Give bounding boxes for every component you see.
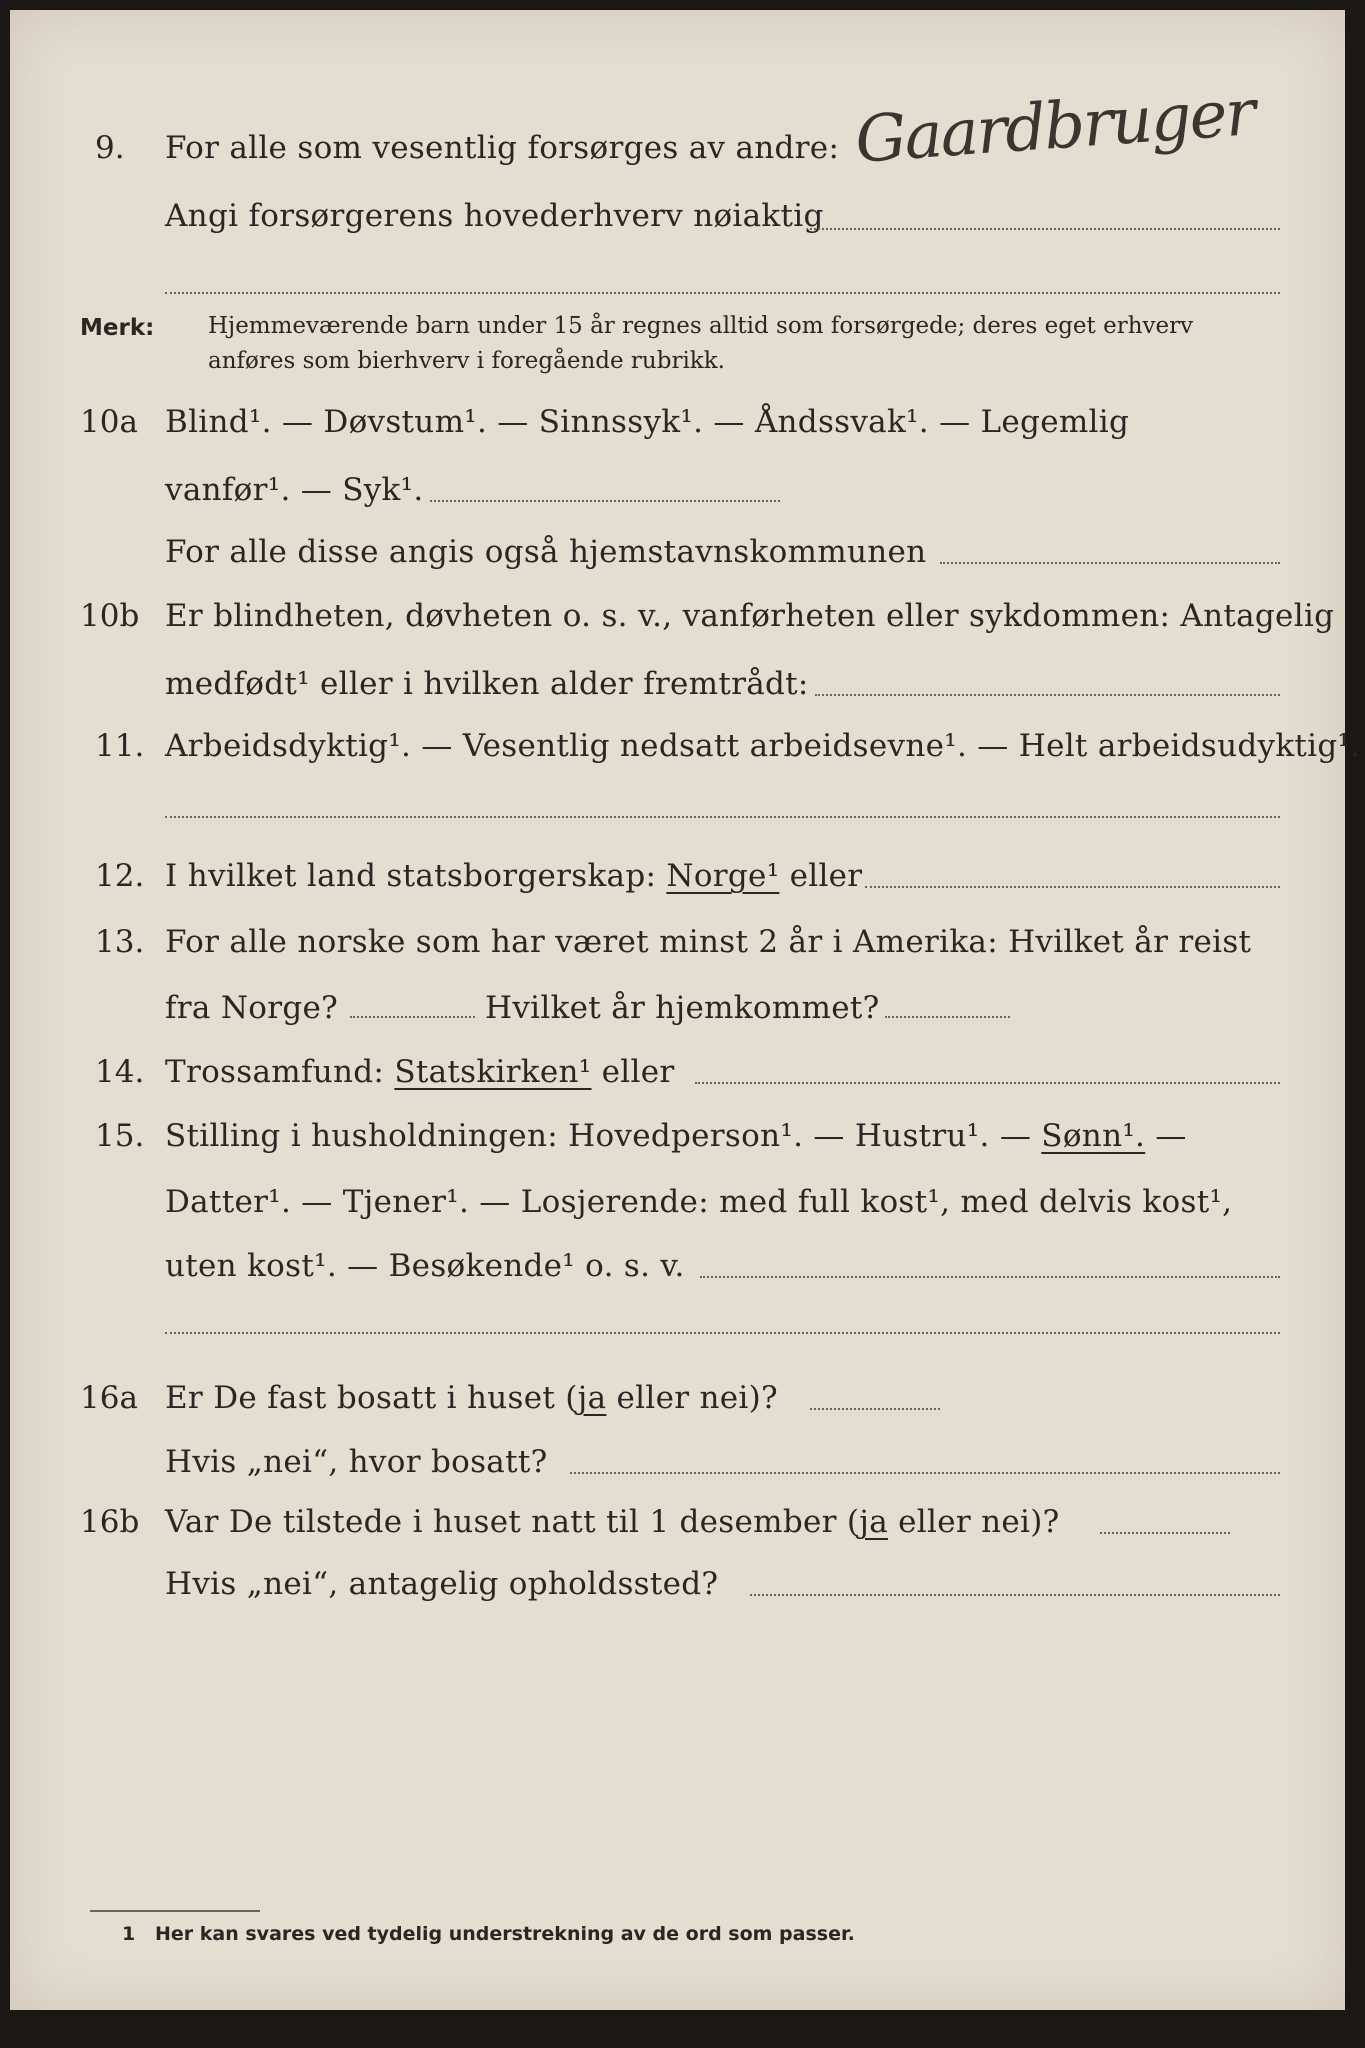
q16b-underlined-answer: ja	[859, 1504, 888, 1540]
q10a-line3-answer	[940, 562, 1280, 564]
q16b-line2: Hvis „nei“, antagelig opholdssted?	[165, 1566, 719, 1602]
q13-line2b: Hvilket år hjemkommet?	[485, 990, 880, 1026]
merk-line1: Hjemmeværende barn under 15 år regnes alltid som forsørgede; deres eget erhverv	[208, 313, 1194, 339]
q15-line2: Datter¹. — Tjener¹. — Losjerende: med full kost¹, med delvis kost¹,	[165, 1184, 1233, 1220]
q13-departure-answer	[350, 1016, 475, 1018]
q10a-line1: Blind¹. — Døvstum¹. — Sinnssyk¹. — Åndssvak¹. — Legemlig	[165, 404, 1130, 440]
q10a-number: 10a	[80, 404, 138, 440]
q9-line1: For alle som vesentlig forsørges av andre:	[165, 130, 840, 166]
q9-answer-line	[810, 228, 1280, 230]
q15-underlined-answer: Sønn¹.	[1041, 1118, 1146, 1154]
q9-handwritten-answer: Gaardbruger	[852, 76, 1257, 178]
q12-underlined-answer: Norge¹	[666, 858, 780, 894]
q16a-line2-answer	[570, 1472, 1280, 1474]
q14-number: 14.	[95, 1054, 145, 1090]
q14-underlined-answer: Statskirken¹	[394, 1054, 592, 1090]
q15-line1: Stilling i husholdningen: Hovedperson¹. — Hustru¹. — Sønn¹. —	[165, 1118, 1187, 1154]
q15-line3-answer	[700, 1276, 1280, 1278]
q10a-line2-answer	[430, 500, 780, 502]
q10b-number: 10b	[80, 598, 140, 634]
q14-line: Trossamfund: Statskirken¹ eller	[165, 1054, 675, 1090]
q10b-answer-line	[815, 694, 1280, 696]
footnote-text: Her kan svares ved tydelig understrekning av de ord som passer.	[155, 1923, 855, 1945]
census-form-page	[10, 10, 1361, 2010]
q16b-line1: Var De tilstede i huset natt til 1 desember (ja eller nei)?	[165, 1504, 1060, 1540]
footnote-rule	[90, 1910, 260, 1912]
merk-label: Merk:	[80, 315, 155, 341]
q10b-line2: medfødt¹ eller i hvilken alder fremtrådt:	[165, 666, 809, 702]
q15-line3: uten kost¹. — Besøkende¹ o. s. v.	[165, 1248, 685, 1284]
q12-line: I hvilket land statsborgerskap: Norge¹ eller	[165, 858, 863, 894]
q13-number: 13.	[95, 924, 145, 960]
q15-number: 15.	[95, 1118, 145, 1154]
q11-line1: Arbeidsdyktig¹. — Vesentlig nedsatt arbeidsevne¹. — Helt arbeidsudyktig¹.	[165, 728, 1361, 764]
q12-number: 12.	[95, 858, 145, 894]
q9-line2: Angi forsørgerens hovederhverv nøiaktig	[165, 198, 824, 234]
q10a-line3: For alle disse angis også hjemstavnskommunen	[165, 534, 927, 570]
q16a-line1: Er De fast bosatt i huset (ja eller nei)?	[165, 1380, 778, 1416]
q12-answer-line	[865, 886, 1280, 888]
q11-number: 11.	[95, 728, 145, 764]
q15-extra-line	[165, 1332, 1280, 1334]
q13-line2a: fra Norge?	[165, 990, 339, 1026]
q16a-line2: Hvis „nei“, hvor bosatt?	[165, 1444, 548, 1480]
q16a-number: 16a	[80, 1380, 138, 1416]
q16a-line1-answer	[810, 1408, 940, 1410]
q16a-underlined-answer: ja	[577, 1380, 607, 1416]
q11-answer-line	[165, 816, 1280, 818]
footnote-mark: 1	[122, 1923, 136, 1945]
q13-line1: For alle norske som har været minst 2 år i Amerika: Hvilket år reist	[165, 924, 1252, 960]
q9-number: 9.	[95, 130, 125, 166]
q10a-line2: vanfør¹. — Syk¹.	[165, 472, 424, 508]
q16b-number: 16b	[80, 1504, 140, 1540]
q13-return-answer	[885, 1016, 1010, 1018]
q16b-line1-answer	[1100, 1532, 1230, 1534]
merk-line2: anføres som bierhverv i foregående rubrikk.	[208, 348, 725, 374]
q16b-line2-answer	[750, 1594, 1280, 1596]
q10b-line1: Er blindheten, døvheten o. s. v., vanførheten eller sykdommen: Antagelig	[165, 598, 1335, 634]
q9-extra-line	[165, 292, 1280, 294]
q14-answer-line	[695, 1082, 1280, 1084]
